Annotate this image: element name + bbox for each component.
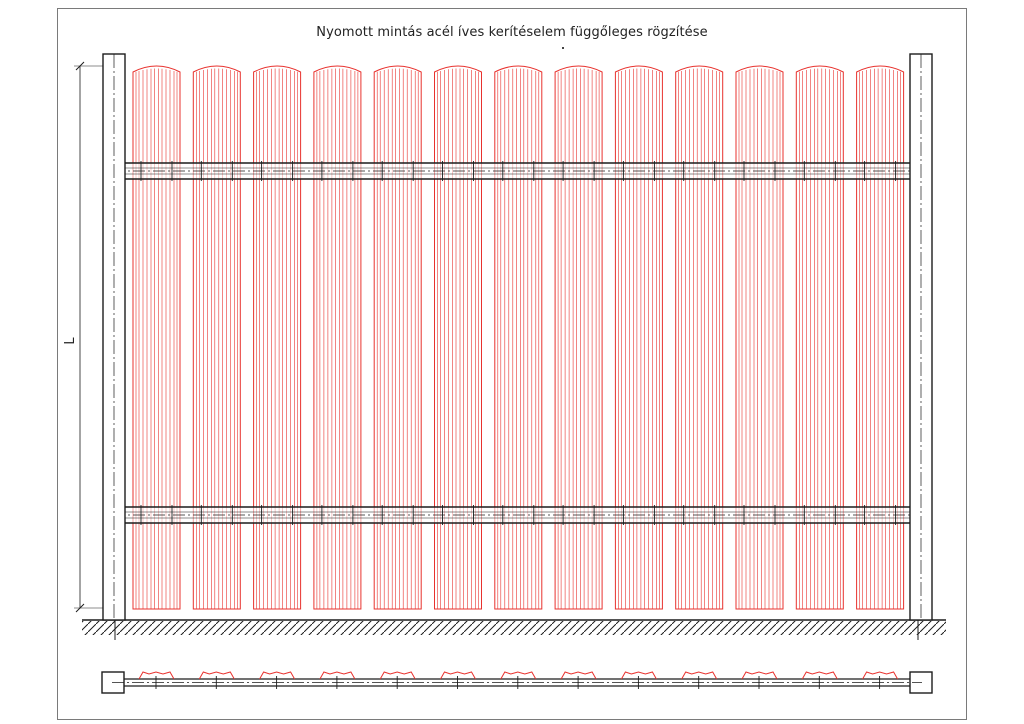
plan-picket-profile <box>139 672 174 679</box>
plan-picket-profile <box>380 672 415 679</box>
picket <box>314 66 361 609</box>
plan-picket-profile <box>742 672 777 679</box>
picket <box>133 66 180 609</box>
picket <box>736 66 783 609</box>
picket <box>435 66 482 609</box>
plan-picket-profile <box>621 672 656 679</box>
picket <box>676 66 723 609</box>
plan-picket-profile <box>501 672 536 679</box>
ground-line <box>82 620 946 635</box>
fence-pickets <box>133 66 904 609</box>
picket <box>857 66 904 609</box>
plan-picket-profile <box>320 672 355 679</box>
picket <box>254 66 301 609</box>
left-post <box>103 54 125 640</box>
plan-picket-profile <box>802 672 837 679</box>
right-post <box>910 54 932 640</box>
dimension-label-l: L <box>63 337 78 345</box>
height-dimension <box>63 62 103 612</box>
drawing-title: Nyomott mintás acél íves kerítéselem függőleges rögzítése <box>316 25 708 40</box>
plan-picket-profile <box>260 672 295 679</box>
plan-picket-profile <box>682 672 717 679</box>
picket <box>374 66 421 609</box>
plan-picket-profile <box>863 672 898 679</box>
lower-rail <box>113 505 922 525</box>
plan-picket-profile <box>199 672 234 679</box>
plan-view <box>102 672 932 693</box>
picket <box>193 66 240 609</box>
upper-rail <box>113 161 922 181</box>
plan-picket-profile <box>441 672 476 679</box>
picket <box>615 66 662 609</box>
plan-picket-profile <box>561 672 596 679</box>
picket <box>555 66 602 609</box>
picket <box>495 66 542 609</box>
picket <box>796 66 843 609</box>
